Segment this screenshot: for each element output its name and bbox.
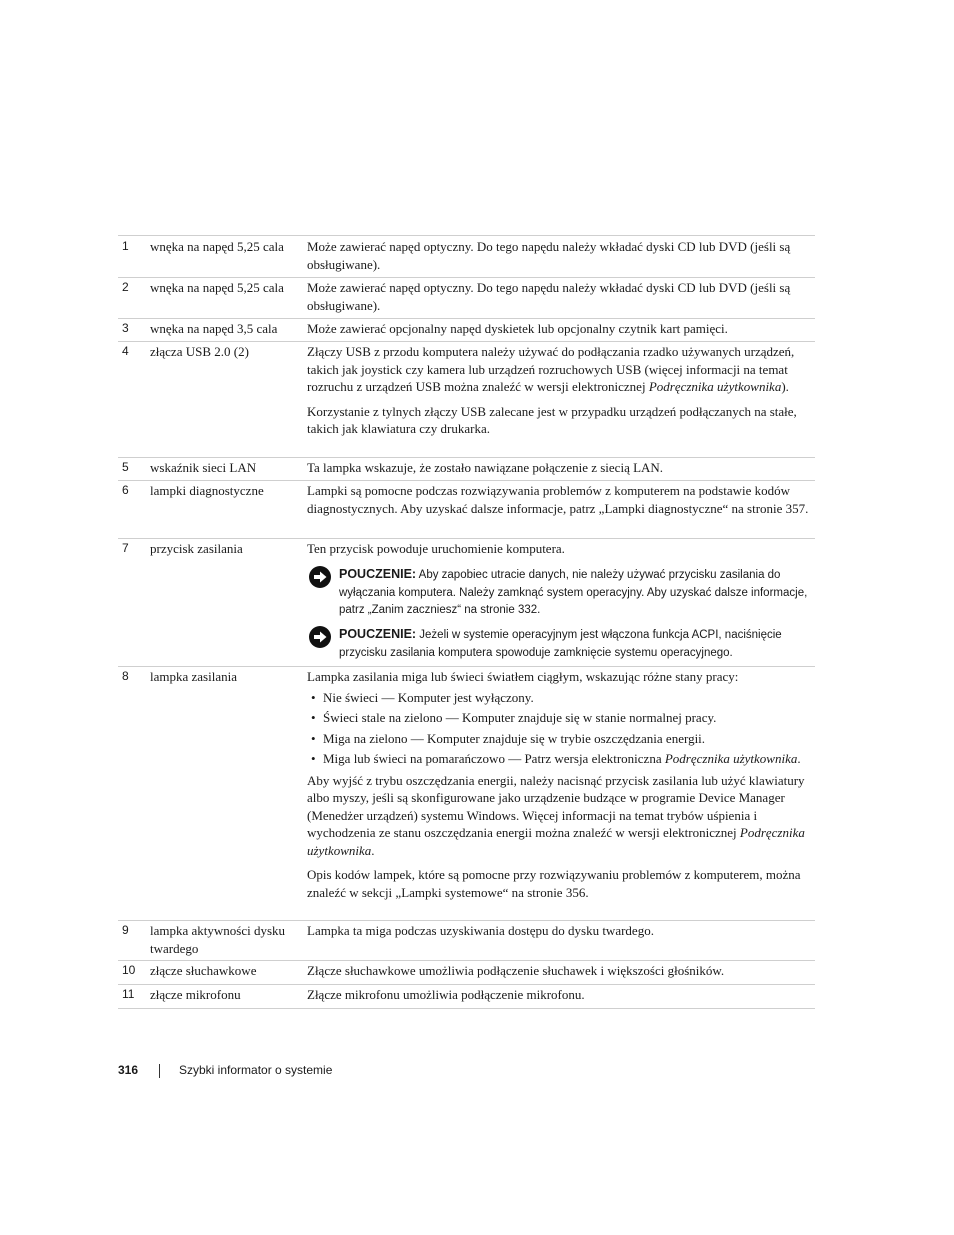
bullet: •: [311, 710, 316, 725]
usb-rear-text: Korzystanie z tylnych złączy USB zalecane jest w przypadku urządzeń podłączanych na stałe, takich jak klawiatura czy drukarka.: [307, 403, 797, 436]
row-label: przycisk zasilania: [150, 541, 243, 556]
list-item: • Miga na zielono — Komputer znajduje się w trybie oszczędzania energii.: [311, 730, 706, 746]
notice-arrow-icon: [309, 566, 331, 588]
row-number: 8: [122, 669, 129, 683]
footer-separator: [159, 1064, 160, 1078]
bullet: •: [311, 689, 316, 705]
row-divider: [118, 341, 815, 342]
row-divider: [118, 960, 815, 961]
row-divider: [118, 538, 815, 539]
row-description: Lampka ta miga podczas uzyskiwania dostępu do dysku twardego.: [307, 923, 654, 938]
row-number: 1: [122, 239, 129, 253]
row-number: 2: [122, 280, 129, 294]
row-divider: [118, 1008, 815, 1009]
notice-label: POUCZENIE:: [339, 627, 417, 641]
notice-box: [307, 626, 813, 666]
row-label: wnęka na napęd 3,5 cala: [150, 321, 278, 336]
row-label: złącze mikrofonu: [150, 987, 241, 1002]
row-number: 4: [122, 344, 129, 358]
list-item: • Miga lub świeci na pomarańczowo — Patrz wersja elektroniczna Podręcznika użytkownika.: [311, 751, 801, 766]
row-label: lampka aktywności dysku twardego: [150, 923, 286, 956]
row-description: Złącze słuchawkowe umożliwia podłączenie słuchawek i większości głośników.: [307, 963, 725, 978]
row-number: 10: [122, 963, 136, 977]
row-divider: [118, 235, 815, 236]
row-description: Lampka zasilania miga lub świeci światłem ciągłym, wskazując różne stany pracy: • Nie świeci — Komputer jest wyłączony. • Świeci stale na zielono — Komputer znajduje się w stanie normalnej pracy. • Miga na zielono — Komputer znajduje się w trybie oszczędzania energii. • Miga lub świeci na pomarańczowo — Patrz wersja elektroniczna Podręcznika użytkownika. Aby wyjść z trybu oszczędzania energii, należy nacisnąć przycisk zasilania lub użyć klawiatury albo myszy, jeśli są skonfigurowane jako urządzenie budzące w programie Device Manager (Menedżer urządzeń) systemu Windows. Więcej informacji na temat trybów uśpienia i wychodzenia ze stanu oszczędzania energii można znaleźć w wersji elektronicznej Podręcznika użytkownika. Opis kodów lampek, które są pomocne przy rozwiązywaniu problemów z komputerem, można znaleźć w sekcji „Lampki systemowe“ na stronie 356.: [307, 668, 813, 901]
row-description: Lampki są pomocne podczas rozwiązywania problemów z komputerem na podstawie kodów diagnostycznych. Aby uzyskać dalsze informacje, patrz „Lampki diagnostyczne“ na stronie 357.: [307, 483, 809, 516]
row-number: 6: [122, 483, 129, 497]
notice-label: POUCZENIE:: [339, 567, 417, 581]
codes-text: Opis kodów lampek, które są pomocne przy rozwiązywaniu problemów z komputerem, można znaleźć w sekcji „Lampki systemowe“ na stronie 356.: [307, 867, 801, 900]
footer-title: Szybki informator o systemie: [179, 1063, 333, 1077]
row-number: 9: [122, 923, 129, 937]
notice-text: [339, 626, 813, 662]
row-description: Może zawierać napęd optyczny. Do tego napędu należy wkładać dyski CD lub DVD (jeśli są obsługiwane).: [307, 280, 791, 313]
row-description: Może zawierać opcjonalny napęd dyskietek lub opcjonalny czytnik kart pamięci.: [307, 321, 728, 336]
row-number: 5: [122, 460, 129, 474]
bullet: •: [311, 730, 316, 746]
row-description: Złącze mikrofonu umożliwia podłączenie mikrofonu.: [307, 987, 585, 1002]
row-number: 3: [122, 321, 129, 335]
row-label: złącza USB 2.0 (2): [150, 344, 249, 359]
manual-title: Podręcznika użytkownika: [307, 825, 805, 858]
wake-text: Aby wyjść z trybu oszczędzania energii, należy nacisnąć przycisk zasilania lub użyć klawiatury albo myszy, jeśli są skonfigurowane jako urządzenie budzące w programie Device Manager (Menedżer urządzeń) systemu Windows. Więcej informacji na temat trybów uśpienia i wychodzenia ze stanu oszczędzania energii można znaleźć w wersji elektronicznej: [307, 772, 805, 840]
row-divider: [118, 480, 815, 481]
notice-arrow-icon: [309, 626, 331, 648]
row-description: Może zawierać napęd optyczny. Do tego napędu należy wkładać dyski CD lub DVD (jeśli są obsługiwane).: [307, 239, 791, 272]
row-description: Ten przycisk powoduje uruchomienie komputera.: [307, 541, 565, 556]
usb-front-text: Złączy USB z przodu komputera należy używać do podłączania rzadko używanych urządzeń, takich jak joystick czy kamera lub urządzeń rozruchowych USB (więcej informacji na temat rozruchu z urządzeń USB można znaleźć w wersji elektronicznej: [307, 344, 795, 394]
notice-body: Jeżeli w systemie operacyjnym jest włączona funkcja ACPI, naciśnięcie przycisku zasilania komputera spowoduje zamknięcie systemu operacyjnego.: [339, 629, 782, 659]
power-light-intro: Lampka zasilania miga lub świeci światłem ciągłym, wskazując różne stany pracy:: [307, 669, 739, 684]
row-number: 11: [122, 987, 135, 1001]
notice-text: [339, 566, 813, 620]
row-description: Ta lampka wskazuje, że zostało nawiązane połączenie z siecią LAN.: [307, 460, 664, 475]
row-label: wnęka na napęd 5,25 cala: [150, 239, 284, 254]
row-divider: [118, 920, 815, 921]
notice-box: [307, 566, 813, 616]
row-label: wskaźnik sieci LAN: [150, 460, 257, 475]
manual-title: Podręcznika użytkownika: [664, 751, 798, 766]
manual-title: Podręcznika użytkownika: [648, 379, 782, 394]
notice-body: Aby zapobiec utracie danych, nie należy używać przycisku zasilania do wyłączania komputera. Należy zamknąć system operacyjny. Aby uzyskać dalsze informacje, patrz „Zanim zaczniesz“ na stronie 332.: [339, 569, 808, 616]
bullet: •: [311, 751, 316, 766]
list-item: • Nie świeci — Komputer jest wyłączony.: [311, 689, 534, 705]
row-label: wnęka na napęd 5,25 cala: [150, 280, 284, 295]
list-item: • Świeci stale na zielono — Komputer znajduje się w stanie normalnej pracy.: [311, 710, 717, 725]
page-number: 316: [118, 1063, 139, 1077]
row-divider: [118, 318, 815, 319]
row-label: lampki diagnostyczne: [150, 483, 264, 498]
row-label: złącze słuchawkowe: [150, 963, 257, 978]
row-divider: [118, 984, 815, 985]
usb-front-text-end: ).: [781, 379, 789, 394]
row-divider: [118, 277, 815, 278]
row-label: lampka zasilania: [150, 669, 237, 684]
row-description: [307, 343, 813, 438]
row-divider: [118, 457, 815, 458]
row-divider: [118, 666, 815, 667]
row-number: 7: [122, 541, 129, 555]
power-states-list: [307, 689, 813, 768]
